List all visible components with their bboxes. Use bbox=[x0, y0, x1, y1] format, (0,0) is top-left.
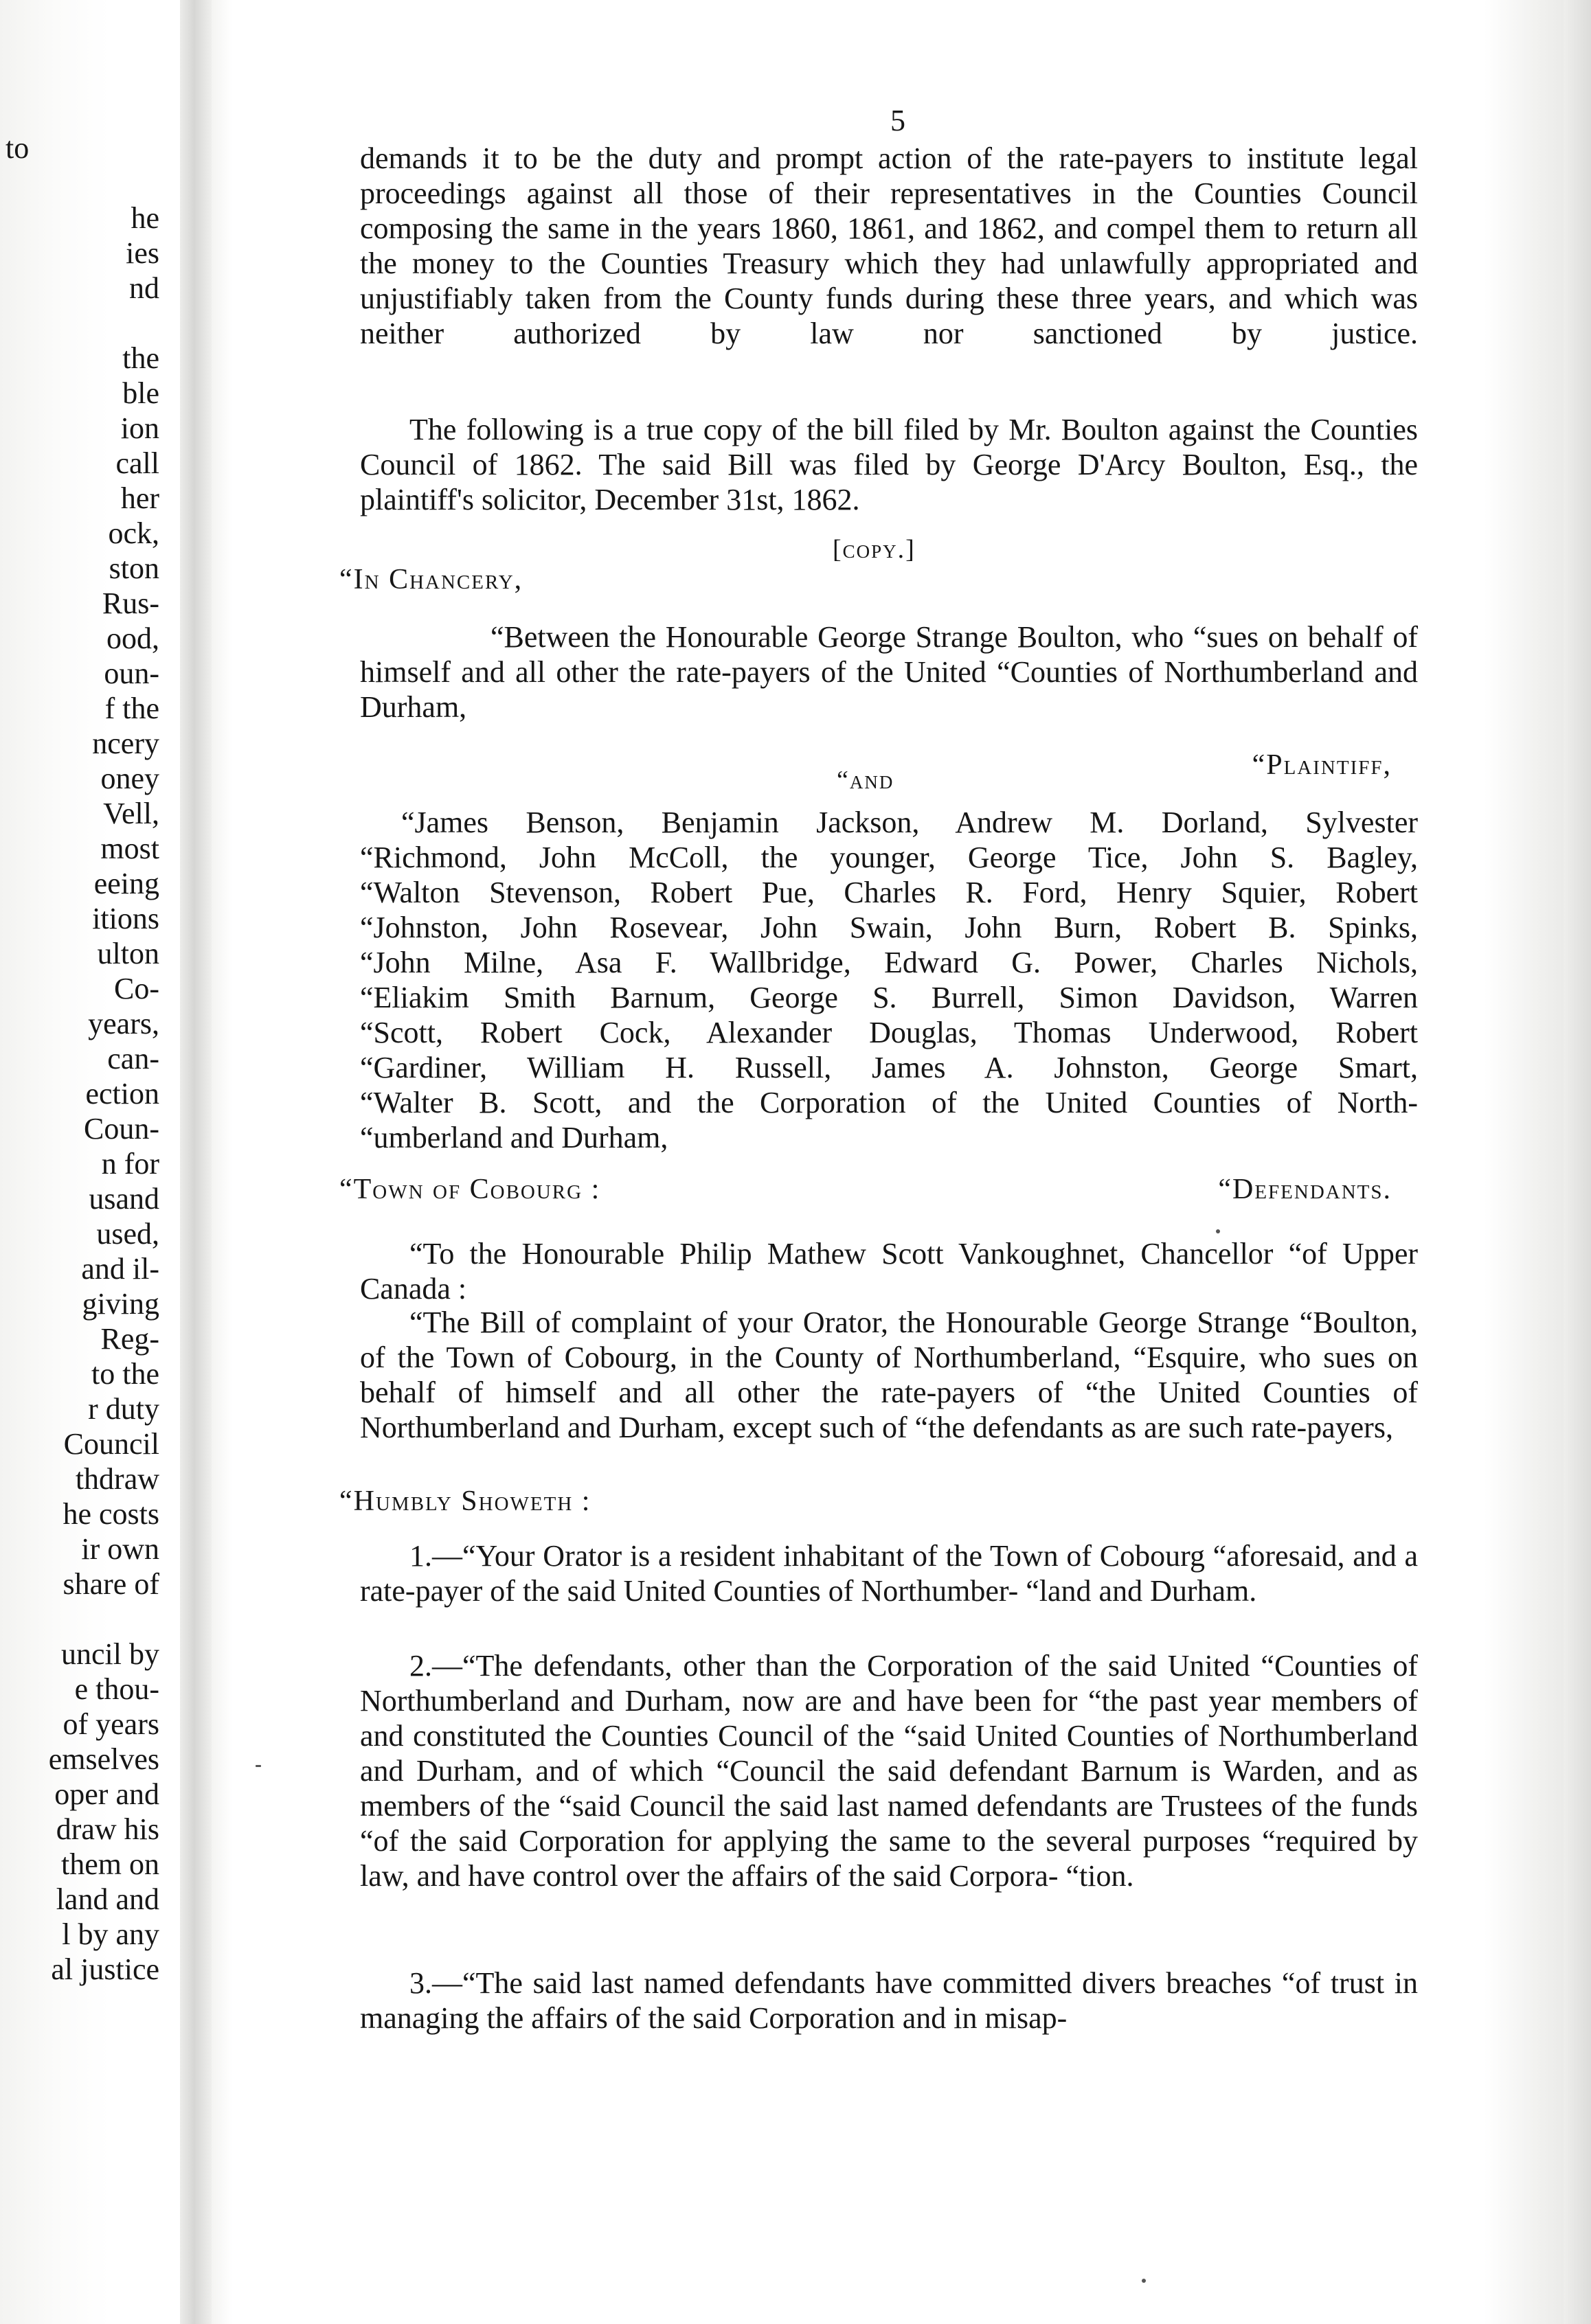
left-fragment-line: ection bbox=[85, 1077, 159, 1110]
defendants-list bbox=[360, 805, 1418, 1155]
page-gutter-highlight bbox=[212, 0, 232, 2324]
left-fragment-line: of years bbox=[63, 1707, 159, 1741]
left-fragment-line: thdraw bbox=[75, 1462, 159, 1496]
left-fragment-line: Rus- bbox=[102, 586, 159, 620]
left-fragment-line: ncery bbox=[92, 727, 159, 760]
left-fragment-line: ood, bbox=[106, 622, 159, 655]
left-fragment-line: ir own bbox=[81, 1532, 159, 1566]
defendant-line: “Richmond, John McColl, the younger, George Tice, John S. Bagley, bbox=[360, 841, 1418, 874]
left-fragment-line: uncil by bbox=[61, 1637, 159, 1671]
left-fragment-line: draw his bbox=[56, 1812, 159, 1846]
complaint-paragraph: “The Bill of complaint of your Orator, the Honourable George Strange “Boulton, of the Town of Cobourg, in the County of Northumberland, “Esquire, who sues on behalf of himself and all other the rate-payers of “the United Counties of Northumberland and Durham, except such of “the defendants as are such rate-payers, bbox=[360, 1306, 1418, 1444]
left-fragment-line: Co- bbox=[114, 972, 159, 1005]
left-fragment-line: ies bbox=[126, 236, 159, 270]
left-fragment-line: ulton bbox=[97, 937, 159, 970]
left-fragment-line: r duty bbox=[88, 1392, 159, 1426]
left-fragment-line: nd bbox=[129, 271, 159, 305]
defendants-label: “Defendants. bbox=[1218, 1174, 1392, 1205]
left-fragment-line: ble bbox=[122, 376, 159, 410]
left-fragment-line: al justice bbox=[51, 1952, 159, 1986]
defendant-line: “Walter B. Scott, and the Corporation of the United Counties of North- bbox=[360, 1086, 1418, 1119]
left-fragment-line: call bbox=[115, 446, 159, 480]
page-number: 5 bbox=[890, 104, 905, 137]
left-fragment-line bbox=[0, 166, 159, 201]
defendant-line: “Scott, Robert Cock, Alexander Douglas, Thomas Underwood, Robert bbox=[360, 1016, 1418, 1049]
left-fragment-line: emselves bbox=[48, 1742, 159, 1776]
left-fragment-line: itions bbox=[92, 902, 159, 935]
page-edge-shadow bbox=[1564, 0, 1591, 2324]
left-fragment-line: oney bbox=[100, 762, 159, 795]
copy-mark: [copy.] bbox=[833, 535, 916, 564]
margin-mark bbox=[256, 1765, 261, 1767]
left-fragment-line: and il- bbox=[81, 1252, 159, 1286]
left-fragment-line: to the bbox=[91, 1357, 159, 1391]
left-fragment-line: to bbox=[5, 131, 30, 165]
copy-intro-paragraph: The following is a true copy of the bill filed by Mr. Boulton against the Counties Council of 1862. The said Bill was filed by George D'Arcy Boulton, Esq., the plaintiff's solicitor, December 31st, 1862. bbox=[360, 413, 1418, 516]
between-paragraph: “Between the Honourable George Strange Boulton, who “sues on behalf of himself and all other the rate-payers of the United “Counties of Northumberland and Durham, bbox=[360, 620, 1418, 724]
ink-speck bbox=[1216, 1229, 1220, 1233]
left-fragment-line bbox=[0, 1602, 159, 1637]
left-fragment-line: oun- bbox=[104, 657, 159, 690]
defendant-line: “James Benson, Benjamin Jackson, Andrew M. Dorland, Sylvester bbox=[401, 806, 1418, 839]
left-fragment-line bbox=[0, 306, 159, 341]
address-paragraph: “To the Honourable Philip Mathew Scott Vankoughnet, Chancellor “of Upper Canada : bbox=[360, 1237, 1418, 1306]
intro-paragraph: demands it to be the duty and prompt action of the rate-payers to institute legal proceedings against all those of their representatives in the Counties Council composing the same in the years 1860, 1861, and 1862, and compel them to return all the money to the Counties Treasury which they had unlawfully appropriated and unjustifiably taken from the County funds during these three years, and which was neither authorized by law nor sanctioned by justice. bbox=[360, 141, 1418, 350]
defendant-line: “John Milne, Asa F. Wallbridge, Edward G. Power, Charles Nichols, bbox=[360, 946, 1418, 979]
left-fragment-line: them on bbox=[61, 1847, 159, 1881]
and-label: “and bbox=[837, 766, 894, 795]
page-gutter-shadow bbox=[180, 0, 212, 2324]
court-heading: “In Chancery, bbox=[339, 564, 523, 595]
town-heading: “Town of Cobourg : bbox=[339, 1174, 601, 1205]
left-fragment-line: the bbox=[122, 341, 159, 375]
left-fragment-line: years, bbox=[88, 1007, 159, 1040]
defendant-line: “Johnston, John Rosevear, John Swain, John Burn, Robert B. Spinks, bbox=[360, 911, 1418, 944]
left-fragment-line: usand bbox=[89, 1182, 159, 1216]
left-fragment-line: ion bbox=[120, 411, 159, 445]
defendant-line: “umberland and Durham, bbox=[360, 1121, 668, 1154]
left-fragment-line: share of bbox=[63, 1567, 159, 1601]
clause-3: 3.—“The said last named defendants have committed divers breaches “of trust in managing the affairs of the said Corporation and in misap- bbox=[360, 1966, 1418, 2035]
left-fragment-line: e thou- bbox=[74, 1672, 159, 1706]
left-fragment-line: l by any bbox=[62, 1917, 159, 1951]
defendant-line: “Gardiner, William H. Russell, James A. Johnston, George Smart, bbox=[360, 1051, 1418, 1084]
clause-2: 2.—“The defendants, other than the Corporation of the said United “Counties of Northumberland and Durham, now are and have been for “the past year members of and constituted the Counties Council of the “said United Counties of Northumberland and Durham, and of which “Council the said defendant Barnum is Warden, and as members of the “said Council the said last named defendants are Trustees of the funds “of the said Corporation for applying the same to the several purposes “required by law, and have control over the affairs of the said Corpora- “tion. bbox=[360, 1649, 1418, 1893]
ink-speck-bottom bbox=[1142, 2279, 1146, 2283]
left-fragment-line: her bbox=[120, 481, 159, 515]
showeth-heading: “Humbly Showeth : bbox=[339, 1485, 591, 1517]
left-fragment-line: oper and bbox=[54, 1777, 159, 1811]
left-fragment-line: he bbox=[131, 201, 159, 235]
plaintiff-label: “Plaintiff, bbox=[1252, 749, 1392, 781]
left-fragment-line: f the bbox=[104, 692, 159, 725]
left-fragment-line: giving bbox=[82, 1287, 159, 1321]
left-fragment-line: used, bbox=[96, 1217, 159, 1251]
left-fragment-line: Council bbox=[63, 1427, 159, 1461]
left-fragment-line: Coun- bbox=[84, 1112, 159, 1146]
defendant-line: “Eliakim Smith Barnum, George S. Burrell, Simon Davidson, Warren bbox=[360, 981, 1418, 1014]
left-fragment-line: he costs bbox=[63, 1497, 159, 1531]
left-fragment-line: Vell, bbox=[103, 797, 159, 830]
left-fragment-line: ston bbox=[109, 551, 159, 585]
left-fragment-line: eeing bbox=[93, 867, 159, 900]
left-fragment-line: ock, bbox=[108, 516, 159, 550]
clause-1: 1.—“Your Orator is a resident inhabitant of the Town of Cobourg “aforesaid, and a rate-payer of the said United Counties of Northumber- “land and Durham. bbox=[360, 1539, 1418, 1608]
left-fragment-line: land and bbox=[56, 1882, 159, 1916]
left-fragment-line: can- bbox=[107, 1042, 159, 1075]
left-fragment-line: n for bbox=[101, 1147, 159, 1181]
left-page-fragments bbox=[0, 130, 159, 1987]
defendant-line: “Walton Stevenson, Robert Pue, Charles R. Ford, Henry Squier, Robert bbox=[360, 876, 1418, 909]
left-fragment-line: most bbox=[100, 832, 159, 865]
left-fragment-line: Reg- bbox=[100, 1322, 159, 1356]
